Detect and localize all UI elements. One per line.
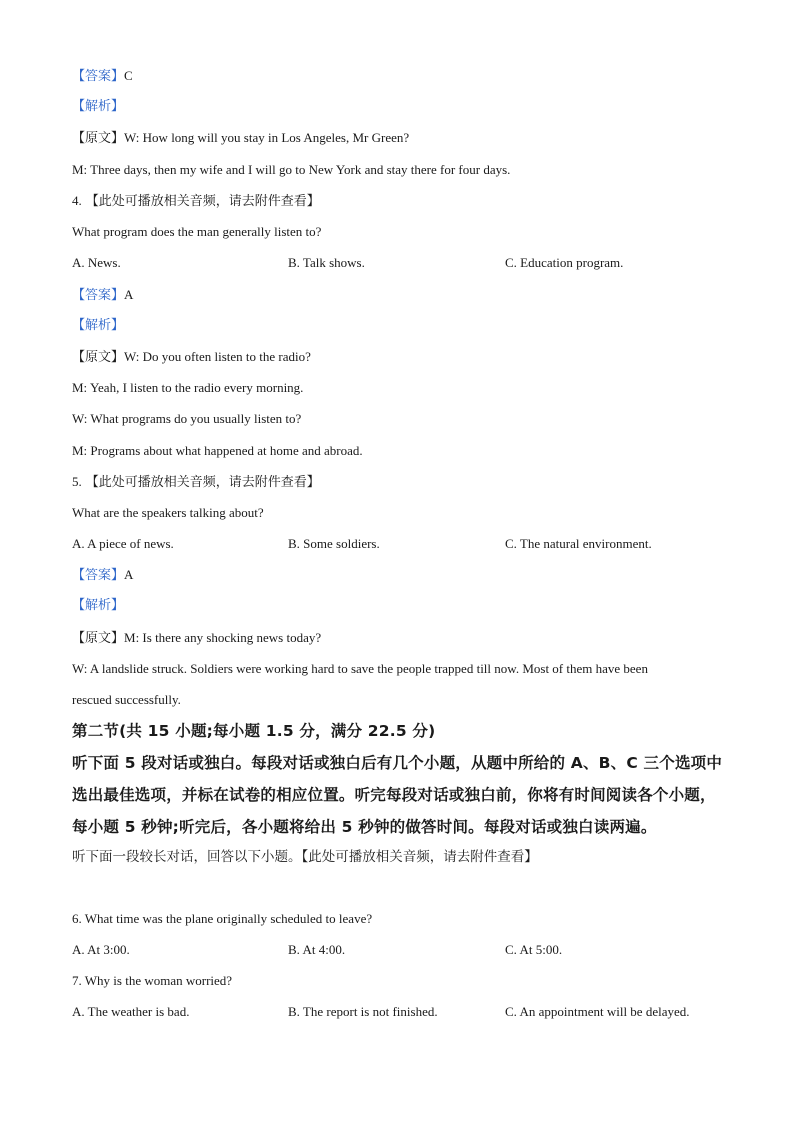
analysis-tag: 【解析】 [72,99,125,114]
original-text-tag: 【原文】 [72,350,125,365]
original-text-tag: 【原文】 [72,131,125,146]
question-header [72,474,320,491]
transcript-line: M: Three days, then my wife and I will go to New York and stay there for four days. [72,162,511,177]
answer-line [72,287,133,304]
instruction-line: 每小题 5 秒钟;听完后，各小题将给出 5 秒钟的做答时间。每段对话或独白读两遍。 [72,818,657,836]
section-heading: 第二节(共 15 小题;每小题 1.5 分，满分 22.5 分) [72,722,436,740]
option-a: A. A piece of news. [72,536,174,551]
listening-intro: 听下面一段较长对话，回答以下小题。【此处可播放相关音频，请去附件查看】 [72,849,538,865]
instruction-line: 听下面 5 段对话或独白。每段对话或独白后有几个小题，从题中所给的 A、B、C 三个选项中 [72,754,723,772]
question-text: 6. What time was the plane originally scheduled to leave? [72,911,373,926]
original-text-tag: 【原文】 [72,631,125,646]
answer-line [72,68,133,85]
answer-line [72,567,133,584]
option-a: A. At 3:00. [72,942,130,957]
transcript-line [72,630,321,647]
answer-value: A [124,567,134,582]
transcript-line: W: A landslide struck. Soldiers were working hard to save the people trapped till now. Most of them have been [72,661,648,676]
audio-note[interactable]: 【此处可播放相关音频，请去附件查看】 [85,194,320,209]
transcript-line: M: Yeah, I listen to the radio every morning. [72,380,304,395]
option-c: C. The natural environment. [505,536,652,551]
option-b: B. The report is not finished. [288,1004,438,1019]
option-b: B. At 4:00. [288,942,346,957]
answer-value: C [124,68,133,83]
answer-tag: 【答案】 [72,288,125,303]
option-a: A. The weather is bad. [72,1004,190,1019]
question-text: What are the speakers talking about? [72,505,264,520]
answer-tag: 【答案】 [72,568,125,583]
transcript-text: W: Do you often listen to the radio? [124,349,311,364]
question-number: 5. [72,474,82,489]
option-c: C. An appointment will be delayed. [505,1004,690,1019]
transcript-line: rescued successfully. [72,692,181,707]
option-c: C. At 5:00. [505,942,563,957]
answer-tag: 【答案】 [72,69,125,84]
transcript-text: W: How long will you stay in Los Angeles, Mr Green? [124,130,410,145]
transcript-line: M: Programs about what happened at home and abroad. [72,443,363,458]
question-text: What program does the man generally listen to? [72,224,322,239]
audio-note[interactable]: 【此处可播放相关音频，请去附件查看】 [85,475,320,490]
analysis-tag: 【解析】 [72,598,125,613]
option-a: A. News. [72,255,121,270]
question-text: 7. Why is the woman worried? [72,973,233,988]
option-c: C. Education program. [505,255,624,270]
transcript-text: M: Is there any shocking news today? [124,630,322,645]
instruction-line: 选出最佳选项，并标在试卷的相应位置。听完每段对话或独白前，你将有时间阅读各个小题， [72,786,716,804]
option-b: B. Some soldiers. [288,536,380,551]
option-b: B. Talk shows. [288,255,365,270]
question-header [72,193,320,210]
question-number: 4. [72,193,82,208]
analysis-tag: 【解析】 [72,318,125,333]
transcript-line: W: What programs do you usually listen to? [72,411,302,426]
answer-value: A [124,287,134,302]
transcript-line [72,349,311,366]
transcript-line [72,130,409,147]
